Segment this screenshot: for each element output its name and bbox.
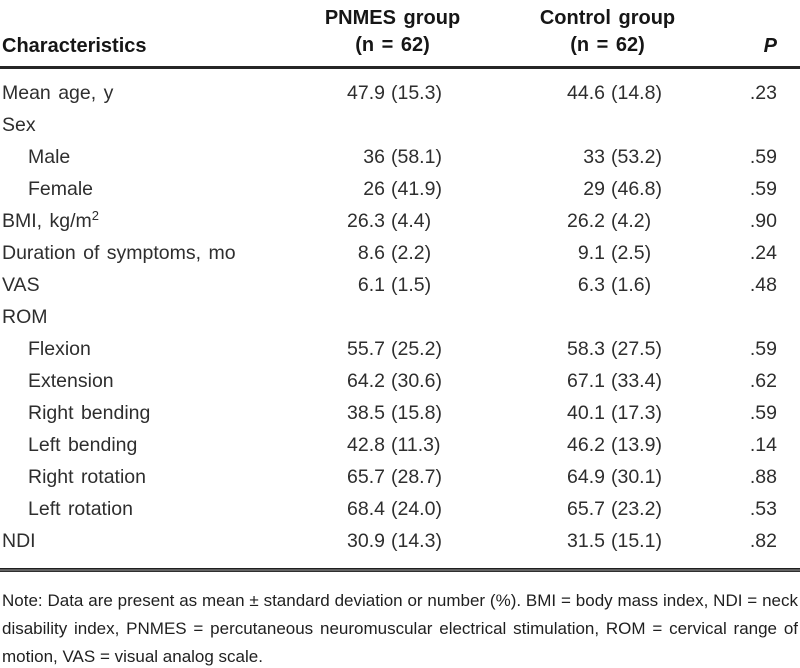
control-sd: (30.1) [611,466,662,488]
control-value: 64.9 [567,466,605,488]
control-value: 26.2 [567,210,605,232]
control-value: 31.5 [567,530,605,552]
p-value: .59 [749,338,777,360]
control-value: 58.3 [567,338,605,360]
control-sd: (13.9) [611,434,662,456]
column-header-control-group [500,5,715,59]
control-sd: (17.3) [611,402,662,424]
pnmes-sd: (30.6) [391,370,442,392]
pnmes-sd: (41.9) [391,178,442,200]
pnmes-value: 64.2 [347,370,385,392]
row-label: Sex [2,114,36,136]
row-label: Male [28,146,71,168]
p-value: .23 [749,82,777,104]
pnmes-sd: (4.4) [391,210,432,232]
pnmes-group-title: PNMES group [324,7,461,29]
pnmes-sd: (28.7) [391,466,442,488]
pnmes-value: 8.6 [357,242,385,264]
pnmes-value: 42.8 [347,434,385,456]
table-bottom-rule [0,568,800,572]
control-value: 9.1 [577,242,605,264]
control-sd: (23.2) [611,498,662,520]
pnmes-sd: (24.0) [391,498,442,520]
row-label: Mean age, y [2,82,114,104]
table-row [0,397,800,429]
table-row [0,173,800,205]
control-sd: (15.1) [611,530,662,552]
pnmes-value: 68.4 [347,498,385,520]
p-value: .62 [749,370,777,392]
control-value: 29 [583,178,605,200]
pnmes-sd: (15.8) [391,402,442,424]
table-row-group [0,109,800,141]
table-row [0,141,800,173]
pnmes-value: 30.9 [347,530,385,552]
table-footnote: Note: Data are present as mean ± standard deviation or number (%). BMI = body mass index, NDI = neck disability index, PNMES = percutaneous neuromuscular electrical stimulation, ROM = cervical range of motion, VAS = visual analog scale. [2,591,798,666]
control-value: 46.2 [567,434,605,456]
row-label: Duration of symptoms, mo [2,242,236,264]
pnmes-sd: (58.1) [391,146,442,168]
control-group-n: (n = 62) [570,34,645,56]
pnmes-value: 55.7 [347,338,385,360]
pnmes-value: 26.3 [347,210,385,232]
pnmes-value: 65.7 [347,466,385,488]
control-group-title: Control group [539,7,676,29]
p-value: .48 [749,274,777,296]
pnmes-group-n: (n = 62) [355,34,430,56]
column-header-p: P [763,35,777,57]
column-header-pnmes-group [285,5,500,59]
pnmes-sd: (2.2) [391,242,432,264]
table-row [0,365,800,397]
p-value: .14 [749,434,777,456]
row-label: ROM [2,306,48,328]
table-row [0,493,800,525]
table-row [0,461,800,493]
p-value: .90 [749,210,777,232]
pnmes-sd: (15.3) [391,82,442,104]
row-label: Flexion [28,338,91,360]
p-value: .59 [749,178,777,200]
p-value: .88 [749,466,777,488]
row-label: Left rotation [28,498,133,520]
table-body [0,69,800,568]
control-value: 40.1 [567,402,605,424]
pnmes-sd: (25.2) [391,338,442,360]
pnmes-value: 36 [363,146,385,168]
control-sd: (14.8) [611,82,662,104]
table-row [0,269,800,301]
pnmes-value: 6.1 [357,274,385,296]
control-value: 33 [583,146,605,168]
p-value: .53 [749,498,777,520]
row-label: NDI [2,530,36,552]
row-label: VAS [2,274,40,296]
control-sd: (33.4) [611,370,662,392]
p-value: .82 [749,530,777,552]
row-label: Female [28,178,94,200]
control-value: 65.7 [567,498,605,520]
table-row [0,525,800,557]
table-row [0,237,800,269]
table-row [0,77,800,109]
control-value: 44.6 [567,82,605,104]
table-row [0,429,800,461]
control-sd: (1.6) [611,274,652,296]
control-sd: (2.5) [611,242,652,264]
control-sd: (4.2) [611,210,652,232]
pnmes-value: 26 [363,178,385,200]
row-label: BMI, $kg/m^2$ [2,208,99,232]
table-row-group [0,301,800,333]
superscript: 2 [91,208,99,223]
p-value: .59 [749,146,777,168]
pnmes-value: 38.5 [347,402,385,424]
pnmes-value: 47.9 [347,82,385,104]
row-label: Extension [28,370,114,392]
p-value: .59 [749,402,777,424]
control-sd: (46.8) [611,178,662,200]
pnmes-sd: (1.5) [391,274,432,296]
table-row [0,205,800,237]
control-sd: (27.5) [611,338,662,360]
control-sd: (53.2) [611,146,662,168]
table-row [0,333,800,365]
control-value: 67.1 [567,370,605,392]
pnmes-sd: (14.3) [391,530,442,552]
column-header-characteristics: Characteristics [2,35,147,57]
row-label: Left bending [28,434,138,456]
control-value: 6.3 [577,274,605,296]
table-header [0,3,800,69]
p-value: .24 [749,242,777,264]
row-label: Right rotation [28,466,146,488]
pnmes-sd: (11.3) [391,434,441,456]
row-label: Right bending [28,402,151,424]
